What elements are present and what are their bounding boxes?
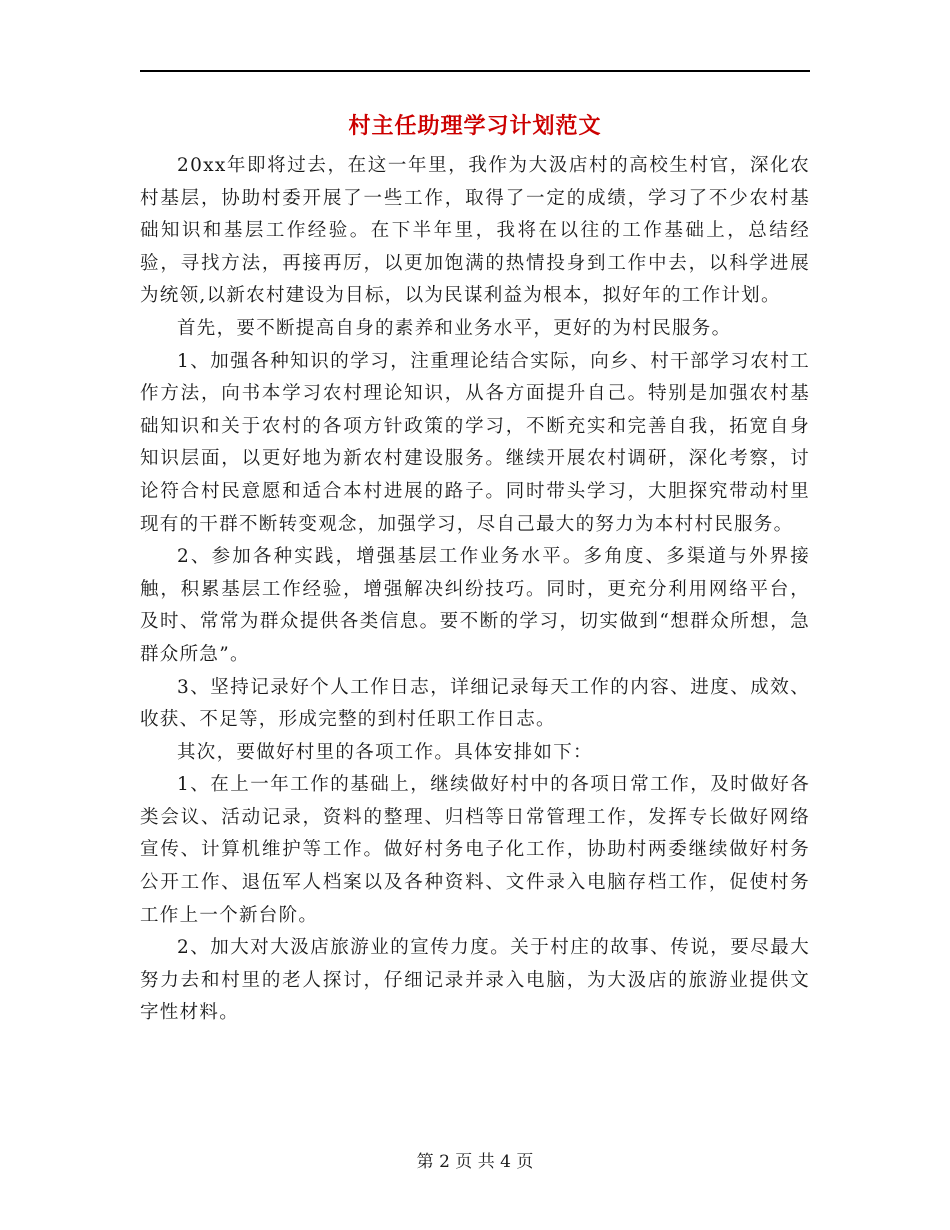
- paragraph-item-3-log: 3、坚持记录好个人工作日志，详细记录每天工作的内容、进度、成效、收获、不足等，形成完整的到村任职工作日志。: [140, 676, 810, 731]
- paragraph-item-2-tourism: 2、加大对大汲店旅游业的宣传力度。关于村庄的故事、传说，要尽最大努力去和村里的老人探讨，仔细记录并录入电脑，为大汲店的旅游业提供文字性材料。: [140, 937, 810, 1024]
- paragraph-second-point: 其次，要做好村里的各项工作。具体安排如下：: [177, 741, 593, 763]
- document-title: 村主任助理学习计划范文: [348, 113, 602, 139]
- paragraph-item-1-study: 1、加强各种知识的学习，注重理论结合实际，向乡、村干部学习农村工作方法，向书本学习农村理论知识，从各方面提升自己。特别是加强农村基础知识和关于农村的各项方针政策的学习，不断充实和完善自我，拓宽自身知识层面，以更好地为新农村建设服务。继续开展农村调研，深化考察，讨论符合村民意愿和适合本村进展的路子。同时带头学习，大胆探究带动村里现有的干群不断转变观念，加强学习，尽自己最大的努力为本村村民服务。: [140, 350, 810, 535]
- page-number-footer: 第 2 页 共 4 页: [416, 1152, 534, 1172]
- paragraph-first-point: 首先，要不断提高自身的素养和业务水平，更好的为村民服务。: [177, 317, 732, 339]
- document-body: [140, 150, 810, 1030]
- paragraph-item-2-practice: 2、参加各种实践，增强基层工作业务水平。多角度、多渠道与外界接触，积累基层工作经验，增强解决纠纷技巧。同时，更充分利用网络平台，及时、常常为群众提供各类信息。要不断的学习，切实做到“想群众所想，急群众所急”。: [140, 546, 810, 665]
- paragraph-intro: 20xx年即将过去，在这一年里，我作为大汲店村的高校生村官，深化农村基层，协助村委开展了一些工作，取得了一定的成绩，学习了不少农村基础知识和基层工作经验。在下半年里，我将在以往的工作基础上，总结经验，寻找方法，再接再厉，以更加饱满的热情投身到工作中去，以科学进展为统领,以新农村建设为目标，以为民谋利益为根本，拟好年的工作计划。: [140, 155, 810, 307]
- paragraph-item-1-daily-work: 1、在上一年工作的基础上，继续做好村中的各项日常工作，及时做好各类会议、活动记录，资料的整理、归档等日常管理工作，发挥专长做好网络宣传、计算机维护等工作。做好村务电子化工作，协助村两委继续做好村务公开工作、退伍军人档案以及各种资料、文件录入电脑存档工作，促使村务工作上一个新台阶。: [140, 774, 810, 926]
- header-rule: [140, 70, 810, 72]
